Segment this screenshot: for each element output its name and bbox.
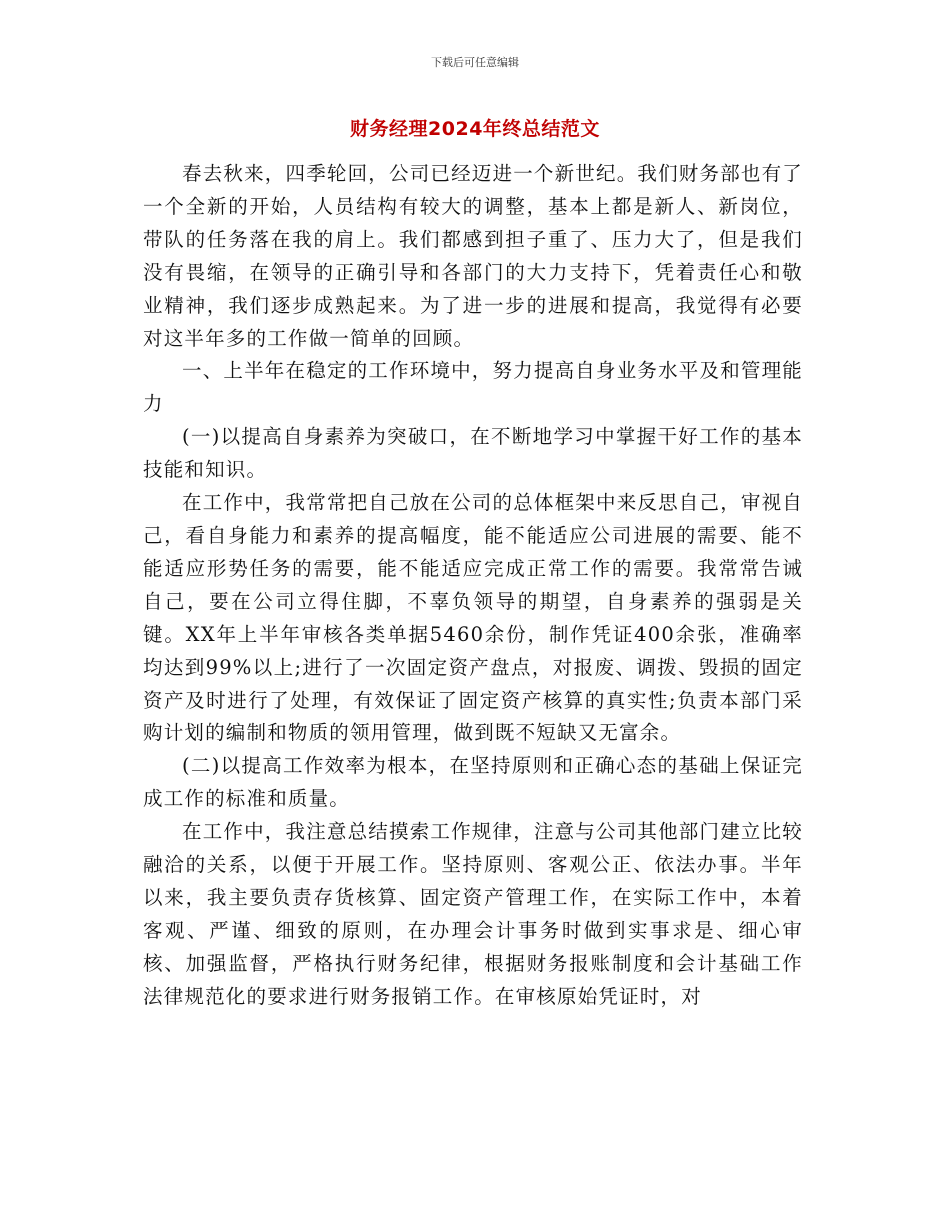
subsection-heading-1: (一)以提高自身素养为突破口，在不断地学习中掌握干好工作的基本技能和知识。 <box>143 425 803 482</box>
paragraph-intro: 春去秋来，四季轮回，公司已经迈进一个新世纪。我们财务部也有了一个全新的开始，人员结构有较大的调整，基本上都是新人、新岗位，带队的任务落在我的肩上。我们都感到担子重了、压力大了，但是我们没有畏缩，在领导的正确引导和各部门的大力支持下，凭着责任心和敬业精神，我们逐步成熟起来。为了进一步的进展和提高，我觉得有必要对这半年多的工作做一简单的回顾。 <box>143 162 804 350</box>
section-heading-1: 一、上半年在稳定的工作环境中，努力提高自身业务水平及和管理能力 <box>143 359 804 416</box>
paragraph-work-efficiency: 在工作中，我注意总结摸索工作规律，注意与公司其他部门建立比较融洽的关系，以便于开展工作。坚持原则、客观公正、依法办事。半年以来，我主要负责存货核算、固定资产管理工作，在实际工作中，本着客观、严谨、细致的原则，在办理会计事务时做到实事求是、细心审核、加强监督，严格执行财务纪律，根据财务报账制度和会计基础工作法律规范化的要求进行财务报销工作。在审核原始凭证时，对 <box>143 820 804 1008</box>
document-body <box>143 158 803 1014</box>
page-header-note: 下载后可任意编辑 <box>431 56 519 69</box>
subsection-heading-2: (二)以提高工作效率为根本，在坚持原则和正确心态的基础上保证完成工作的标准和质量。 <box>143 754 803 811</box>
paragraph-self-improvement: 在工作中，我常常把自己放在公司的总体框架中来反思自己，审视自己，看自身能力和素养的提高幅度，能不能适应公司进展的需要、能不能适应形势任务的需要，能不能适应完成正常工作的需要。我常常告诫自己，要在公司立得住脚，不辜负领导的期望，自身素养的强弱是关键。XX年上半年审核各类单据5460余份，制作凭证400余张，准确率均达到99%以上;进行了一次固定资产盘点，对报废、调拨、毁损的固定资产及时进行了处理，有效保证了固定资产核算的真实性;负责本部门采购计划的编制和物质的领用管理，做到既不短缺又无富余。 <box>143 491 804 745</box>
document-title: 财务经理2024年终总结范文 <box>350 118 600 140</box>
